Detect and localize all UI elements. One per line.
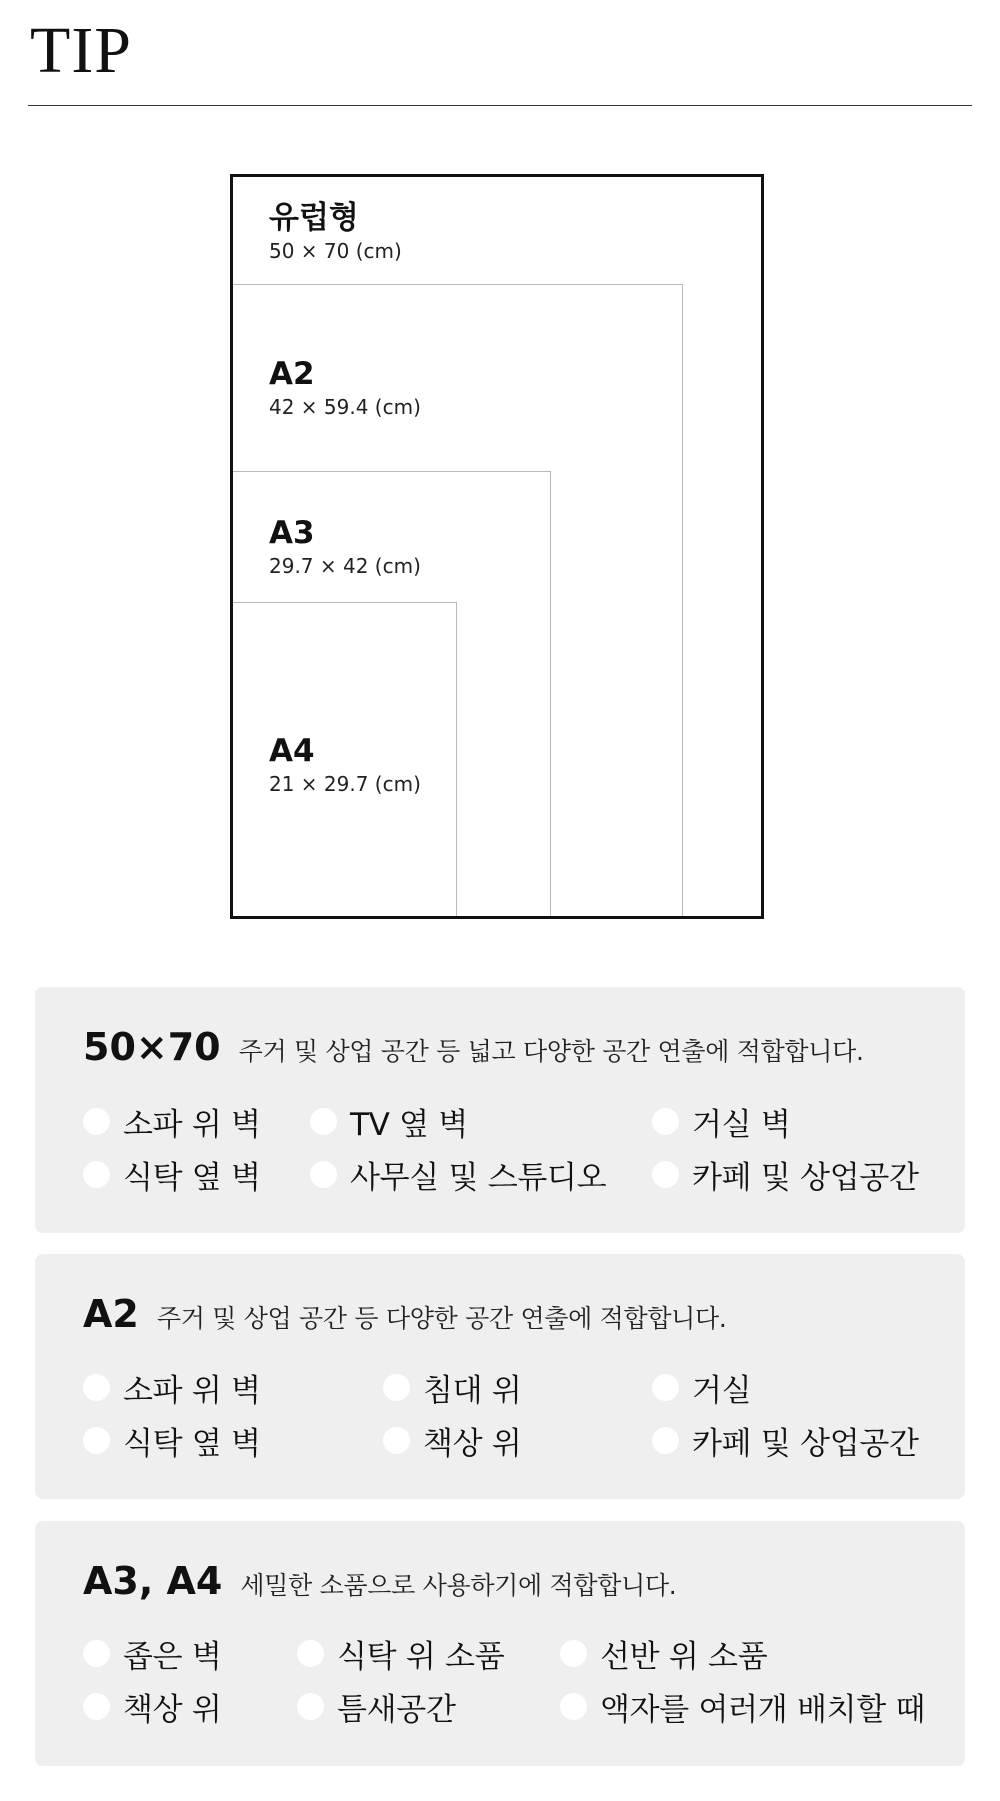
usage-card-50x70 — [35, 987, 965, 1233]
card-header — [83, 1292, 727, 1336]
title-divider — [28, 105, 972, 106]
radio-circle-icon[interactable] — [652, 1108, 679, 1135]
radio-circle-icon[interactable] — [83, 1161, 110, 1188]
paper-name: A2 — [269, 356, 315, 392]
option-label: 거실 벽 — [692, 1107, 791, 1143]
option-item[interactable] — [310, 1152, 606, 1197]
option-item[interactable] — [383, 1365, 522, 1410]
option-label: 액자를 여러개 배치할 때 — [600, 1692, 926, 1728]
radio-circle-icon[interactable] — [310, 1161, 337, 1188]
paper-dimensions: 42 × 59.4 (cm) — [269, 395, 421, 420]
option-item[interactable] — [560, 1684, 925, 1729]
radio-circle-icon[interactable] — [83, 1640, 110, 1667]
option-item[interactable] — [383, 1418, 522, 1463]
usage-card-a3-a4 — [35, 1521, 965, 1766]
option-item[interactable] — [297, 1631, 504, 1676]
option-label: 소파 위 벽 — [123, 1107, 261, 1143]
option-label: 책상 위 — [123, 1692, 222, 1728]
option-item[interactable] — [83, 1684, 222, 1729]
option-item[interactable] — [310, 1099, 468, 1144]
radio-circle-icon[interactable] — [83, 1427, 110, 1454]
option-item[interactable] — [83, 1152, 261, 1197]
radio-circle-icon[interactable] — [310, 1108, 337, 1135]
radio-circle-icon[interactable] — [560, 1693, 587, 1720]
option-label: 침대 위 — [423, 1373, 522, 1409]
option-label: 카페 및 상업공간 — [692, 1160, 919, 1196]
paper-name: A3 — [269, 515, 315, 551]
radio-circle-icon[interactable] — [652, 1374, 679, 1401]
radio-circle-icon[interactable] — [83, 1108, 110, 1135]
paper-dimensions: 50 × 70 (cm) — [269, 239, 402, 264]
option-item[interactable] — [652, 1418, 919, 1463]
paper-label-a2 — [269, 357, 421, 419]
radio-circle-icon[interactable] — [560, 1640, 587, 1667]
card-description: 세밀한 소품으로 사용하기에 적합합니다. — [240, 1571, 677, 1600]
card-size-label: 50×70 — [83, 1025, 221, 1069]
radio-circle-icon[interactable] — [652, 1161, 679, 1188]
radio-circle-icon[interactable] — [83, 1693, 110, 1720]
card-description: 주거 및 상업 공간 등 다양한 공간 연출에 적합합니다. — [156, 1304, 727, 1333]
paper-label-a3 — [269, 516, 421, 578]
option-item[interactable] — [560, 1631, 767, 1676]
option-label: 책상 위 — [423, 1426, 522, 1462]
option-label: 식탁 위 소품 — [337, 1639, 505, 1675]
paper-dimensions: 21 × 29.7 (cm) — [269, 772, 421, 797]
radio-circle-icon[interactable] — [383, 1374, 410, 1401]
radio-circle-icon[interactable] — [297, 1693, 324, 1720]
option-label: 사무실 및 스튜디오 — [350, 1160, 607, 1196]
radio-circle-icon[interactable] — [83, 1374, 110, 1401]
option-item[interactable] — [83, 1418, 261, 1463]
option-label: 틈새공간 — [337, 1692, 456, 1728]
card-description: 주거 및 상업 공간 등 넓고 다양한 공간 연출에 적합합니다. — [238, 1037, 864, 1066]
option-label: 식탁 옆 벽 — [123, 1426, 261, 1462]
option-item[interactable] — [297, 1684, 456, 1729]
radio-circle-icon[interactable] — [383, 1427, 410, 1454]
option-item[interactable] — [83, 1099, 261, 1144]
option-label: 식탁 옆 벽 — [123, 1160, 261, 1196]
option-label: TV 옆 벽 — [350, 1107, 468, 1143]
paper-label-european — [269, 201, 402, 263]
option-label: 카페 및 상업공간 — [692, 1426, 919, 1462]
paper-size-diagram — [230, 174, 764, 919]
paper-label-a4 — [269, 734, 421, 796]
option-label: 선반 위 소품 — [600, 1639, 768, 1675]
card-header — [83, 1025, 864, 1069]
card-size-label: A3, A4 — [83, 1559, 223, 1603]
card-header — [83, 1559, 676, 1603]
option-label: 거실 — [692, 1373, 752, 1409]
option-item[interactable] — [83, 1365, 261, 1410]
paper-name: 유럽형 — [269, 200, 359, 236]
option-item[interactable] — [652, 1099, 791, 1144]
usage-card-a2 — [35, 1254, 965, 1499]
option-item[interactable] — [652, 1152, 919, 1197]
option-label: 소파 위 벽 — [123, 1373, 261, 1409]
radio-circle-icon[interactable] — [652, 1427, 679, 1454]
paper-dimensions: 29.7 × 42 (cm) — [269, 554, 421, 579]
option-item[interactable] — [83, 1631, 222, 1676]
card-size-label: A2 — [83, 1292, 139, 1336]
page-title: TIP — [30, 14, 132, 87]
radio-circle-icon[interactable] — [297, 1640, 324, 1667]
paper-name: A4 — [269, 733, 315, 769]
option-label: 좁은 벽 — [123, 1639, 222, 1675]
option-item[interactable] — [652, 1365, 751, 1410]
